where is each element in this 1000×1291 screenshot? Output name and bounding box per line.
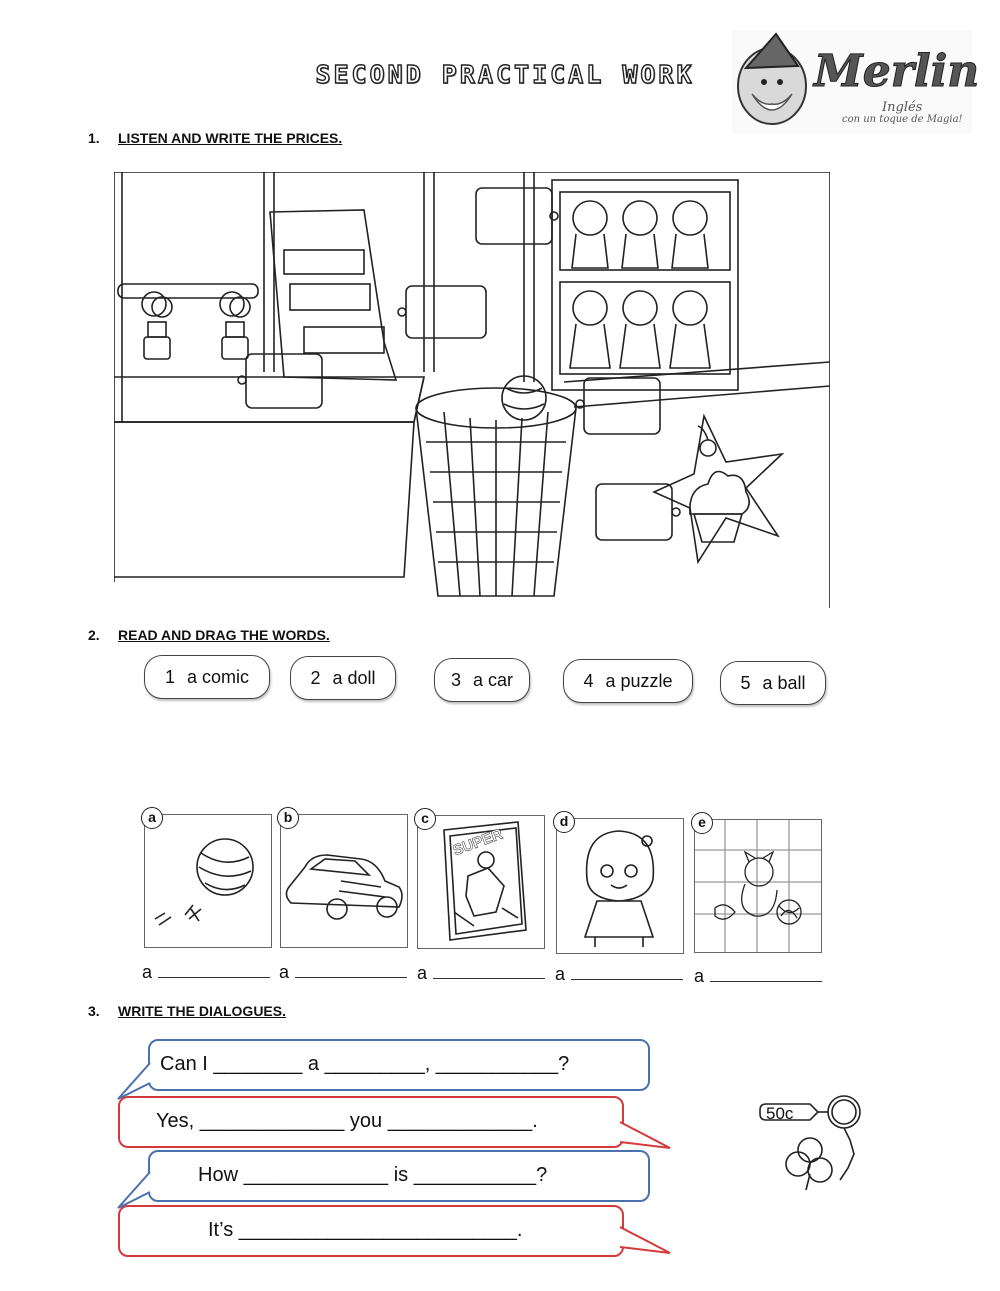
doll-icon bbox=[557, 819, 683, 953]
picture-letter: a bbox=[141, 807, 163, 829]
section1-heading bbox=[88, 130, 342, 146]
logo-sub2: con un toque de Magia! bbox=[842, 114, 963, 125]
dialogue-line-3[interactable]: How _____________ is ___________? bbox=[198, 1164, 548, 1186]
dialogue-line-1[interactable]: Can I ________ a _________, ___________? bbox=[160, 1053, 570, 1075]
price-tag-label: 50c bbox=[766, 1104, 794, 1123]
speech-bubble-customer bbox=[148, 1039, 650, 1091]
answer-blank[interactable]: a bbox=[694, 966, 822, 987]
answer-blank[interactable]: a bbox=[142, 962, 270, 983]
car-icon bbox=[281, 815, 407, 947]
answer-blank[interactable]: a bbox=[555, 964, 683, 985]
picture-card-a bbox=[144, 809, 272, 948]
answer-blank[interactable]: a bbox=[417, 963, 545, 984]
puzzle-icon bbox=[695, 820, 821, 952]
speech-bubble-seller bbox=[118, 1205, 624, 1257]
word-pill[interactable]: 3 a car bbox=[434, 658, 530, 702]
page-title: SECOND PRACTICAL WORK bbox=[315, 60, 695, 89]
word-pill[interactable]: 5 a ball bbox=[720, 661, 826, 705]
speech-bubble-customer bbox=[148, 1150, 650, 1202]
bubble-tail bbox=[114, 1061, 154, 1101]
bubble-tail bbox=[114, 1170, 154, 1210]
section2-title: READ AND DRAG THE WORDS. bbox=[118, 627, 330, 643]
logo-name: Merlin bbox=[814, 46, 980, 97]
word-pill[interactable]: 2 a doll bbox=[290, 656, 396, 700]
picture-card-c bbox=[417, 810, 545, 949]
section3-number: 3. bbox=[88, 1003, 100, 1019]
section3-heading bbox=[88, 1003, 286, 1019]
shop-scene bbox=[114, 172, 830, 608]
answer-blank[interactable]: a bbox=[279, 962, 407, 983]
picture-card-b bbox=[280, 809, 408, 948]
comic-caption: SUPER bbox=[450, 825, 506, 860]
bubble-tail bbox=[616, 1223, 676, 1263]
shop-scene-illustration bbox=[114, 172, 830, 608]
keychain-price-tag bbox=[758, 1090, 888, 1200]
picture-letter: d bbox=[553, 811, 575, 833]
section2-heading bbox=[88, 627, 330, 643]
word-pill[interactable]: 1 a comic bbox=[144, 655, 270, 699]
picture-letter: b bbox=[277, 807, 299, 829]
section2-number: 2. bbox=[88, 627, 100, 643]
dialogue-line-2[interactable]: Yes, _____________ you _____________. bbox=[156, 1110, 538, 1132]
speech-bubble-seller bbox=[118, 1096, 624, 1148]
section3-title: WRITE THE DIALOGUES. bbox=[118, 1003, 286, 1019]
picture-letter: e bbox=[691, 812, 713, 834]
merlin-logo bbox=[732, 30, 980, 134]
logo-sub1: Inglés bbox=[882, 100, 923, 115]
section1-title: LISTEN AND WRITE THE PRICES. bbox=[118, 130, 343, 146]
ball-icon bbox=[145, 815, 271, 947]
section1-number: 1. bbox=[88, 130, 100, 146]
picture-card-d bbox=[556, 813, 684, 954]
picture-card-e bbox=[694, 814, 822, 953]
dialogue-line-4[interactable]: It’s _________________________. bbox=[208, 1219, 523, 1241]
picture-letter: c bbox=[414, 808, 436, 830]
word-pill[interactable]: 4 a puzzle bbox=[563, 659, 693, 703]
